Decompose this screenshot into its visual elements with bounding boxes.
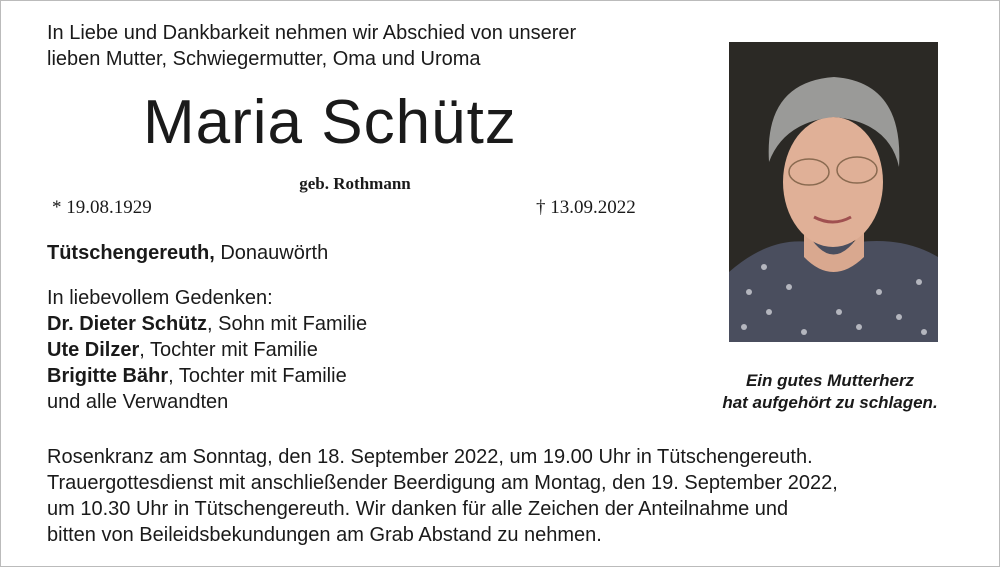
mourner-relation: , Sohn mit Familie <box>207 313 368 335</box>
death-date: † 13.09.2022 <box>536 197 636 218</box>
mourner <box>47 311 367 337</box>
service-line: bitten von Beileidsbekundungen am Grab Abstand zu nehmen. <box>47 524 602 546</box>
birth-date: * 19.08.1929 <box>52 197 152 218</box>
service-info <box>47 444 838 548</box>
intro-line: In Liebe und Dankbarkeit nehmen wir Abschied von unserer <box>47 22 577 44</box>
memorial-block <box>47 285 367 415</box>
memorial-closing: und alle Verwandten <box>47 391 229 413</box>
service-line: um 10.30 Uhr in Tütschengereuth. Wir danken für alle Zeichen der Anteilnahme und <box>47 498 789 520</box>
residence-town: Tütschengereuth, <box>47 242 215 264</box>
mourner <box>47 337 367 363</box>
deceased-name: Maria Schütz <box>143 88 517 157</box>
service-line: Rosenkranz am Sonntag, den 18. September 2022, um 19.00 Uhr in Tütschengereuth. <box>47 446 813 468</box>
caption <box>700 370 960 414</box>
mourner-name: Dr. Dieter Schütz <box>47 313 208 335</box>
caption-line: Ein gutes Mutterherz <box>745 371 915 390</box>
mourner-name: Brigitte Bähr <box>47 365 169 387</box>
intro-line: lieben Mutter, Schwiegermutter, Oma und Uroma <box>47 48 481 70</box>
service-line: Trauergottesdienst mit anschließender Beerdigung am Montag, den 19. September 2022, <box>47 472 838 494</box>
residence <box>47 240 328 266</box>
portrait-photo <box>729 42 938 342</box>
mourner <box>47 363 367 389</box>
mourner-relation: , Tochter mit Familie <box>168 365 347 387</box>
intro-text <box>47 20 576 72</box>
memorial-heading: In liebevollem Gedenken: <box>47 287 273 309</box>
mourner-name: Ute Dilzer <box>47 339 140 361</box>
birth-name: geb. Rothmann <box>299 174 411 193</box>
residence-region: Donauwörth <box>214 242 329 264</box>
mourner-relation: , Tochter mit Familie <box>139 339 318 361</box>
caption-line: hat aufgehört zu schlagen. <box>722 393 938 412</box>
